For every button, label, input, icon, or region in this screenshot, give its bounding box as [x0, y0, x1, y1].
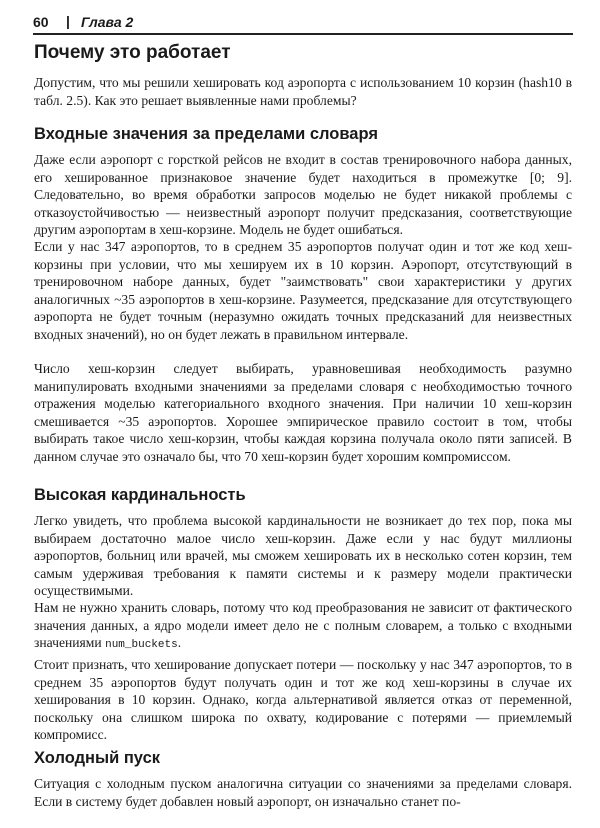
code-term: num_buckets [105, 639, 178, 652]
running-header [33, 11, 573, 33]
header-separator: | [66, 13, 70, 29]
paragraph: Число хеш-корзин следует выбирать, уравновешивая необходимость разумно манипулировать входными значениями за пределами словаря с необходимостью точного отражения моделью категориального входного значения. При наличии 10 хеш-корзин смешивается ~35 аэропортов. Хорошее эмпирическое правило состоит в том, чтобы выбирать такое число хеш-корзин, чтобы каждая корзина получала около пяти записей. В данном случае это означало бы, что 70 хеш-корзин будет хорошим компромиссом. [34, 361, 572, 464]
page-number: 60 [33, 14, 49, 30]
paragraph-with-code [34, 599, 572, 655]
paragraph: Легко увидеть, что проблема высокой кардинальности не возникает до тех пор, пока мы выбираем достаточно малое число хеш-корзин. Даже если у нас будут миллионы аэропортов, больниц или врачей, мы сможем хешировать их в несколько сотен корзин, тем самым удерживая требования к памяти системы и к размеру модели практически осуществимыми. [34, 513, 572, 599]
paragraph: Даже если аэропорт с горсткой рейсов не входит в состав тренировочного набора данных, его хешированное признаковое значение будет находиться в промежутке [0; 9]. Следовательно, во время обработки запросов моделью не будет никакой проблемы с отказоустойчивостью — неизвестный аэропорт получит предсказания, соответствующие другим аэропортам в хеш-корзине. Модель не будет ошибаться. [34, 152, 572, 238]
header-rule [33, 33, 573, 35]
section-title: Почему это работает [34, 42, 231, 63]
subsection-heading-cardinality: Высокая кардинальность [34, 486, 246, 504]
paragraph-text: Нам не нужно хранить словарь, потому что код преобразования не зависит от фактического значения данных, а ядро модели имеет дело не с полным словарем, а только с входными значениями [34, 600, 572, 651]
subsection-heading-oov: Входные значения за пределами словаря [34, 125, 378, 143]
subsection-heading-cold-start: Холодный пуск [34, 749, 161, 767]
paragraph: Ситуация с холодным пуском аналогична ситуации со значениями за пределами словаря. Если в систему будет добавлен новый аэропорт, он изначально станет по- [34, 776, 572, 809]
paragraph: Стоит признать, что хеширование допускает потери — поскольку у нас 347 аэропортов, то в среднем 35 аэропортов будут получать один и тот же код хеш-корзины в случае их хеширования в 10 корзин. Однако, когда альтернативой является отказ от переменной, поскольку она слишком широка по охвату, кодирование с потерями — приемлемый компромисс. [34, 657, 572, 743]
chapter-title: Глава 2 [81, 14, 134, 30]
paragraph: Если у нас 347 аэропортов, то в среднем 35 аэропортов получат один и тот же код хеш-корзины при условии, что мы хешируем их в 10 корзин. Аэропорт, отсутствующий в тренировочном наборе данных, будет "заимствовать" свои характеристики у других аналогичных ~35 аэропортов в хеш-корзине. Разумеется, предсказание для отсутствующего аэропорта не будет точным (неразумно ожидать точных предсказаний для неизвестных входных значений), но он будет лежать в правильном интервале. [34, 239, 572, 342]
intro-paragraph: Допустим, что мы решили хешировать код аэропорта с использованием 10 корзин (hash10 в табл. 2.5). Как это решает выявленные нами проблемы? [34, 75, 572, 108]
code-term-suffix: . [177, 635, 182, 651]
